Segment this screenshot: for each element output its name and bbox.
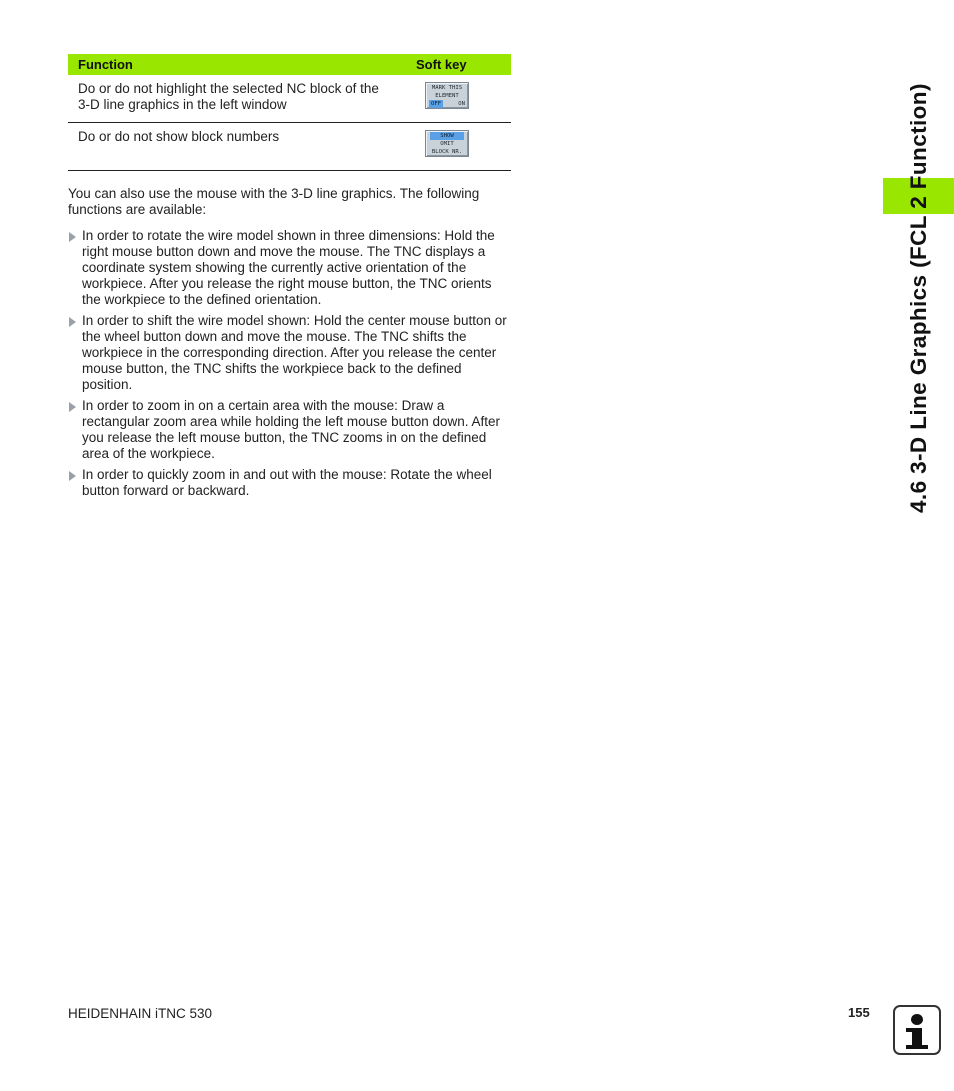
function-description: Do or do not highlight the selected NC block of the 3-D line graphics in the left window	[68, 75, 397, 123]
footer-product-name: HEIDENHAIN iTNC 530	[68, 1006, 213, 1021]
softkey-option-on: ON	[458, 101, 465, 107]
function-description: Do or do not show block numbers	[68, 123, 397, 171]
list-item-text: In order to shift the wire model shown: Hold the center mouse button or the wheel button down and move the mouse. The TNC shifts the workpiece in the corresponding direction. After you release the center mouse button, the TNC shifts the workpiece back to the defined position.	[82, 313, 507, 392]
softkey-option-off: OFF	[431, 101, 442, 107]
mouse-functions-list	[68, 228, 513, 504]
intro-paragraph: You can also use the mouse with the 3-D line graphics. The following functions are available:	[68, 186, 480, 217]
page-number: 155	[848, 1005, 870, 1020]
softkey-mark-this-element	[425, 82, 469, 109]
list-item	[68, 467, 513, 499]
table-header-row	[68, 54, 511, 75]
softkey-toggle	[426, 100, 468, 108]
arrow-right-icon	[69, 317, 76, 327]
chapter-side-title	[896, 58, 944, 518]
function-softkey-table	[68, 54, 511, 171]
list-item	[68, 313, 513, 393]
header-function: Function	[68, 54, 397, 75]
list-item	[68, 228, 513, 308]
table-row	[68, 123, 511, 171]
softkey-option-omit: OMIT	[440, 141, 454, 147]
softkey-label-line: MARK THIS	[431, 85, 463, 91]
chapter-side-title-text: 4.6 3-D Line Graphics (FCL 2 Function)	[906, 83, 931, 513]
list-item	[68, 398, 513, 462]
list-item-text: In order to zoom in on a certain area with the mouse: Draw a rectangular zoom area while holding the left mouse button down. After you release the left mouse button, the TNC zooms in on the defined area of the workpiece.	[82, 398, 500, 461]
info-icon	[893, 1005, 941, 1055]
softkey-option-show: SHOW	[430, 132, 464, 140]
softkey-label-line: ELEMENT	[435, 93, 459, 99]
arrow-right-icon	[69, 232, 76, 242]
header-softkey: Soft key	[397, 54, 511, 75]
softkey-label-line: BLOCK NR.	[431, 149, 463, 155]
arrow-right-icon	[69, 402, 76, 412]
list-item-text: In order to rotate the wire model shown in three dimensions: Hold the right mouse button down and move the mouse. The TNC displays a coordinate system showing the currently active orientation of the workpiece. After you release the right mouse button, the TNC orients the workpiece to the defined orientation.	[82, 228, 495, 307]
softkey-show-omit-block-nr	[425, 130, 469, 157]
arrow-right-icon	[69, 471, 76, 481]
list-item-text: In order to quickly zoom in and out with the mouse: Rotate the wheel button forward or backward.	[82, 467, 492, 498]
table-row	[68, 75, 511, 123]
